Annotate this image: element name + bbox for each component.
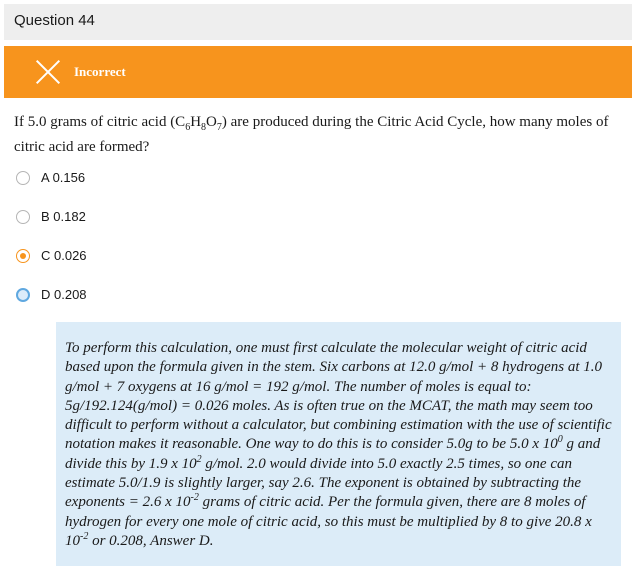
radio-button-selected[interactable] — [16, 249, 30, 263]
superscript: -2 — [190, 492, 199, 504]
option-label: D 0.208 — [41, 287, 87, 302]
explanation-text: To perform this calculation, one must first calculate the molecular weight of citric acid based upon the formula given in the stem. Six carbons at 12.0 g/mol + 8 hydrogens at 1.0 g/mol + 7 oxygens at 16 g/mol = 192 g/mol. The number of moles is equal to: 5g/192.124(g/mol) = 0.026 moles. As is often true on the MCAT, the math may seem too difficult to perform without a calculator, but combining estimation with the use of scientific notation makes it reasonable. One way to do this is to consider 5.0g to be 5.0 x 10 — [65, 340, 612, 453]
option-label: A 0.156 — [41, 170, 86, 185]
superscript: 2 — [196, 453, 202, 465]
explanation-text: grams of citric acid. Per the formula given, there are 8 moles of hydrogen for every one mole of citric acid, so this must be multiplied by 8 to give 20.8 x 10 — [65, 494, 592, 549]
subscript: 7 — [216, 122, 222, 133]
explanation-text: g/mol. 2.0 would divide into 5.0 exactly 2.5 times, so one can estimate 5.0/1.9 is slightly larger, say 2.6. The exponent is obtained by subtracting the exponents = 2.6 x 10 — [65, 455, 582, 511]
close-icon — [34, 58, 62, 86]
radio-button-correct[interactable] — [16, 288, 30, 302]
question-part: If 5.0 grams of citric acid (C — [14, 114, 186, 130]
explanation-text: g and divide this by 1.9 x 10 — [65, 436, 601, 472]
option-label: C 0.026 — [41, 248, 87, 263]
option-c[interactable] — [16, 248, 87, 263]
status-banner — [4, 46, 632, 98]
radio-button[interactable] — [16, 210, 30, 224]
question-header — [4, 4, 632, 40]
radio-button[interactable] — [16, 171, 30, 185]
explanation-text: or 0.208, Answer D. — [88, 532, 214, 549]
question-text — [14, 110, 614, 160]
subscript: 6 — [185, 122, 191, 133]
superscript: 0 — [557, 434, 563, 446]
explanation-box — [56, 322, 621, 566]
question-part: ) are produced during the Citric Acid Cycle, how many moles of citric acid are formed? — [14, 114, 609, 155]
question-part: O — [206, 114, 217, 130]
question-title: Question 44 — [14, 12, 95, 29]
subscript: 8 — [201, 122, 207, 133]
option-a[interactable] — [16, 170, 85, 185]
question-part: H — [190, 114, 202, 130]
superscript: -2 — [80, 530, 89, 542]
option-d[interactable] — [16, 287, 87, 302]
option-b[interactable] — [16, 209, 86, 224]
status-label: Incorrect — [74, 64, 126, 79]
option-label: B 0.182 — [41, 209, 86, 224]
